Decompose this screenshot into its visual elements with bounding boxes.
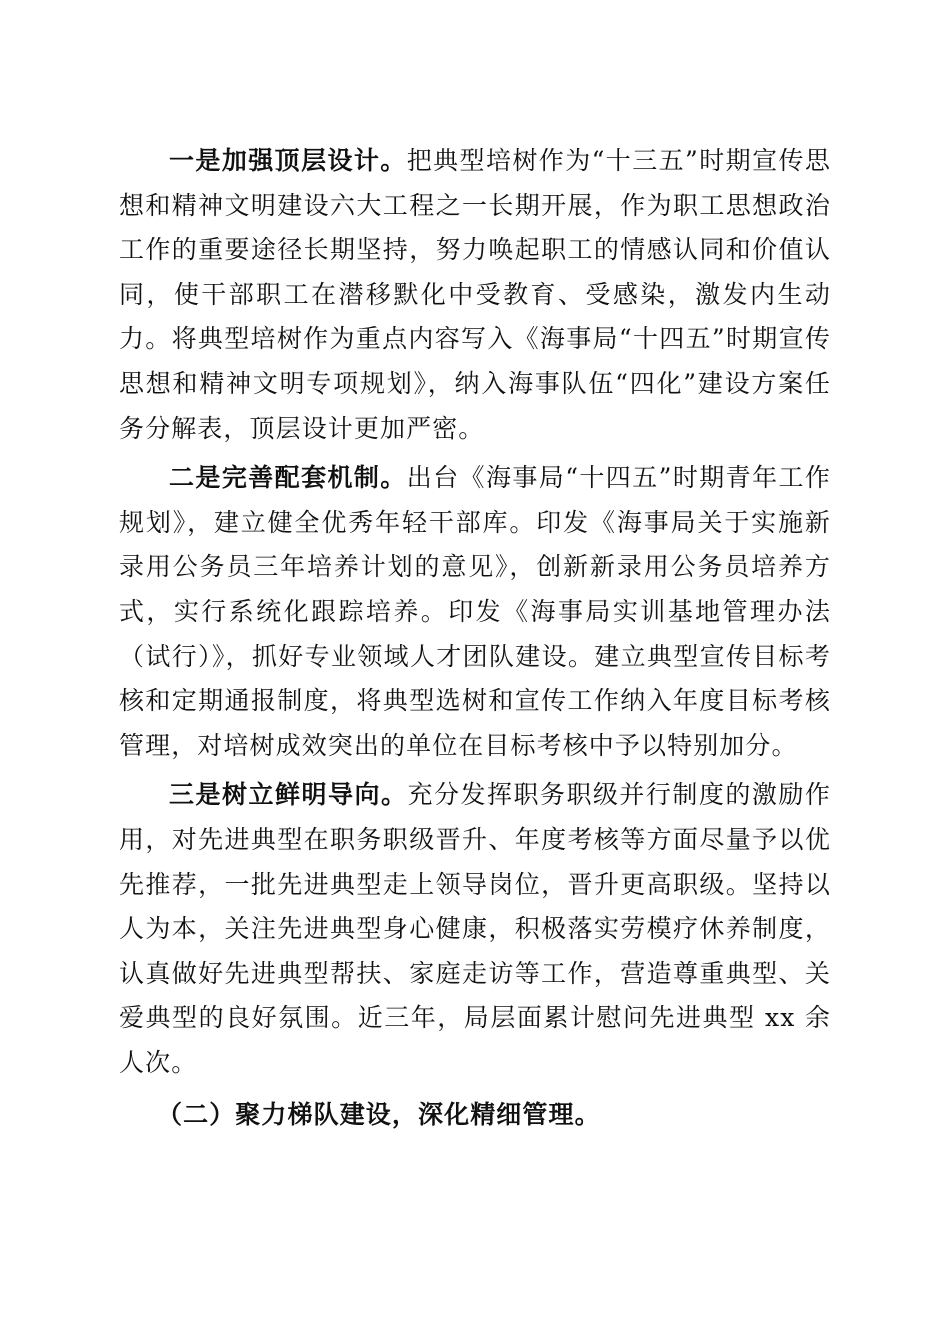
paragraph-body: 出台《海事局“十四五”时期青年工作规划》，建立健全优秀年轻干部库。印发《海事局关于实施新录用公务员三年培养计划的意见》，创新新录用公务员培养方式，实行系统化跟踪培养。印发《海事局实训基地管理办法（试行）》，抓好专业领域人才团队建设。建立典型宣传目标考核和定期通报制度，将典型选树和宣传工作纳入年度目标考核管理，对培树成效突出的单位在目标考核中予以特别加分。 (119, 463, 831, 760)
paragraph-lead: 三是树立鲜明导向。 (169, 780, 408, 810)
paragraph-clear-orientation (119, 773, 831, 1085)
paragraph-lead: 二是完善配套机制。 (169, 463, 407, 493)
paragraph-supporting-mechanism (119, 456, 831, 768)
paragraph-body: 充分发挥职务职级并行制度的激励作用，对先进典型在职务职级晋升、年度考核等方面尽量予以优先推荐，一批先进典型走上领导岗位，晋升更高职级。坚持以人为本，关注先进典型身心健康，积极落实劳模疗休养制度，认真做好先进典型帮扶、家庭走访等工作，营造尊重典型、关爱典型的良好氛围。近三年，局层面累计慰问先进典型 xx 余人次。 (119, 780, 831, 1077)
section-heading: （二）聚力梯队建设，深化精细管理。 (157, 1100, 601, 1130)
paragraph-lead: 一是加强顶层设计。 (169, 146, 407, 175)
paragraph-body: 把典型培树作为“十三五”时期宣传思想和精神文明建设六大工程之一长期开展，作为职工思想政治工作的重要途径长期坚持，努力唤起职工的情感认同和价值认同，使干部职工在潜移默化中受教育、受感染，激发内生动力。将典型培树作为重点内容写入《海事局“十四五”时期宣传思想和精神文明专项规划》，纳入海事队伍“四化”建设方案任务分解表，顶层设计更加严密。 (119, 146, 831, 443)
paragraph-top-level-design (119, 139, 831, 451)
document-body (119, 139, 831, 1138)
